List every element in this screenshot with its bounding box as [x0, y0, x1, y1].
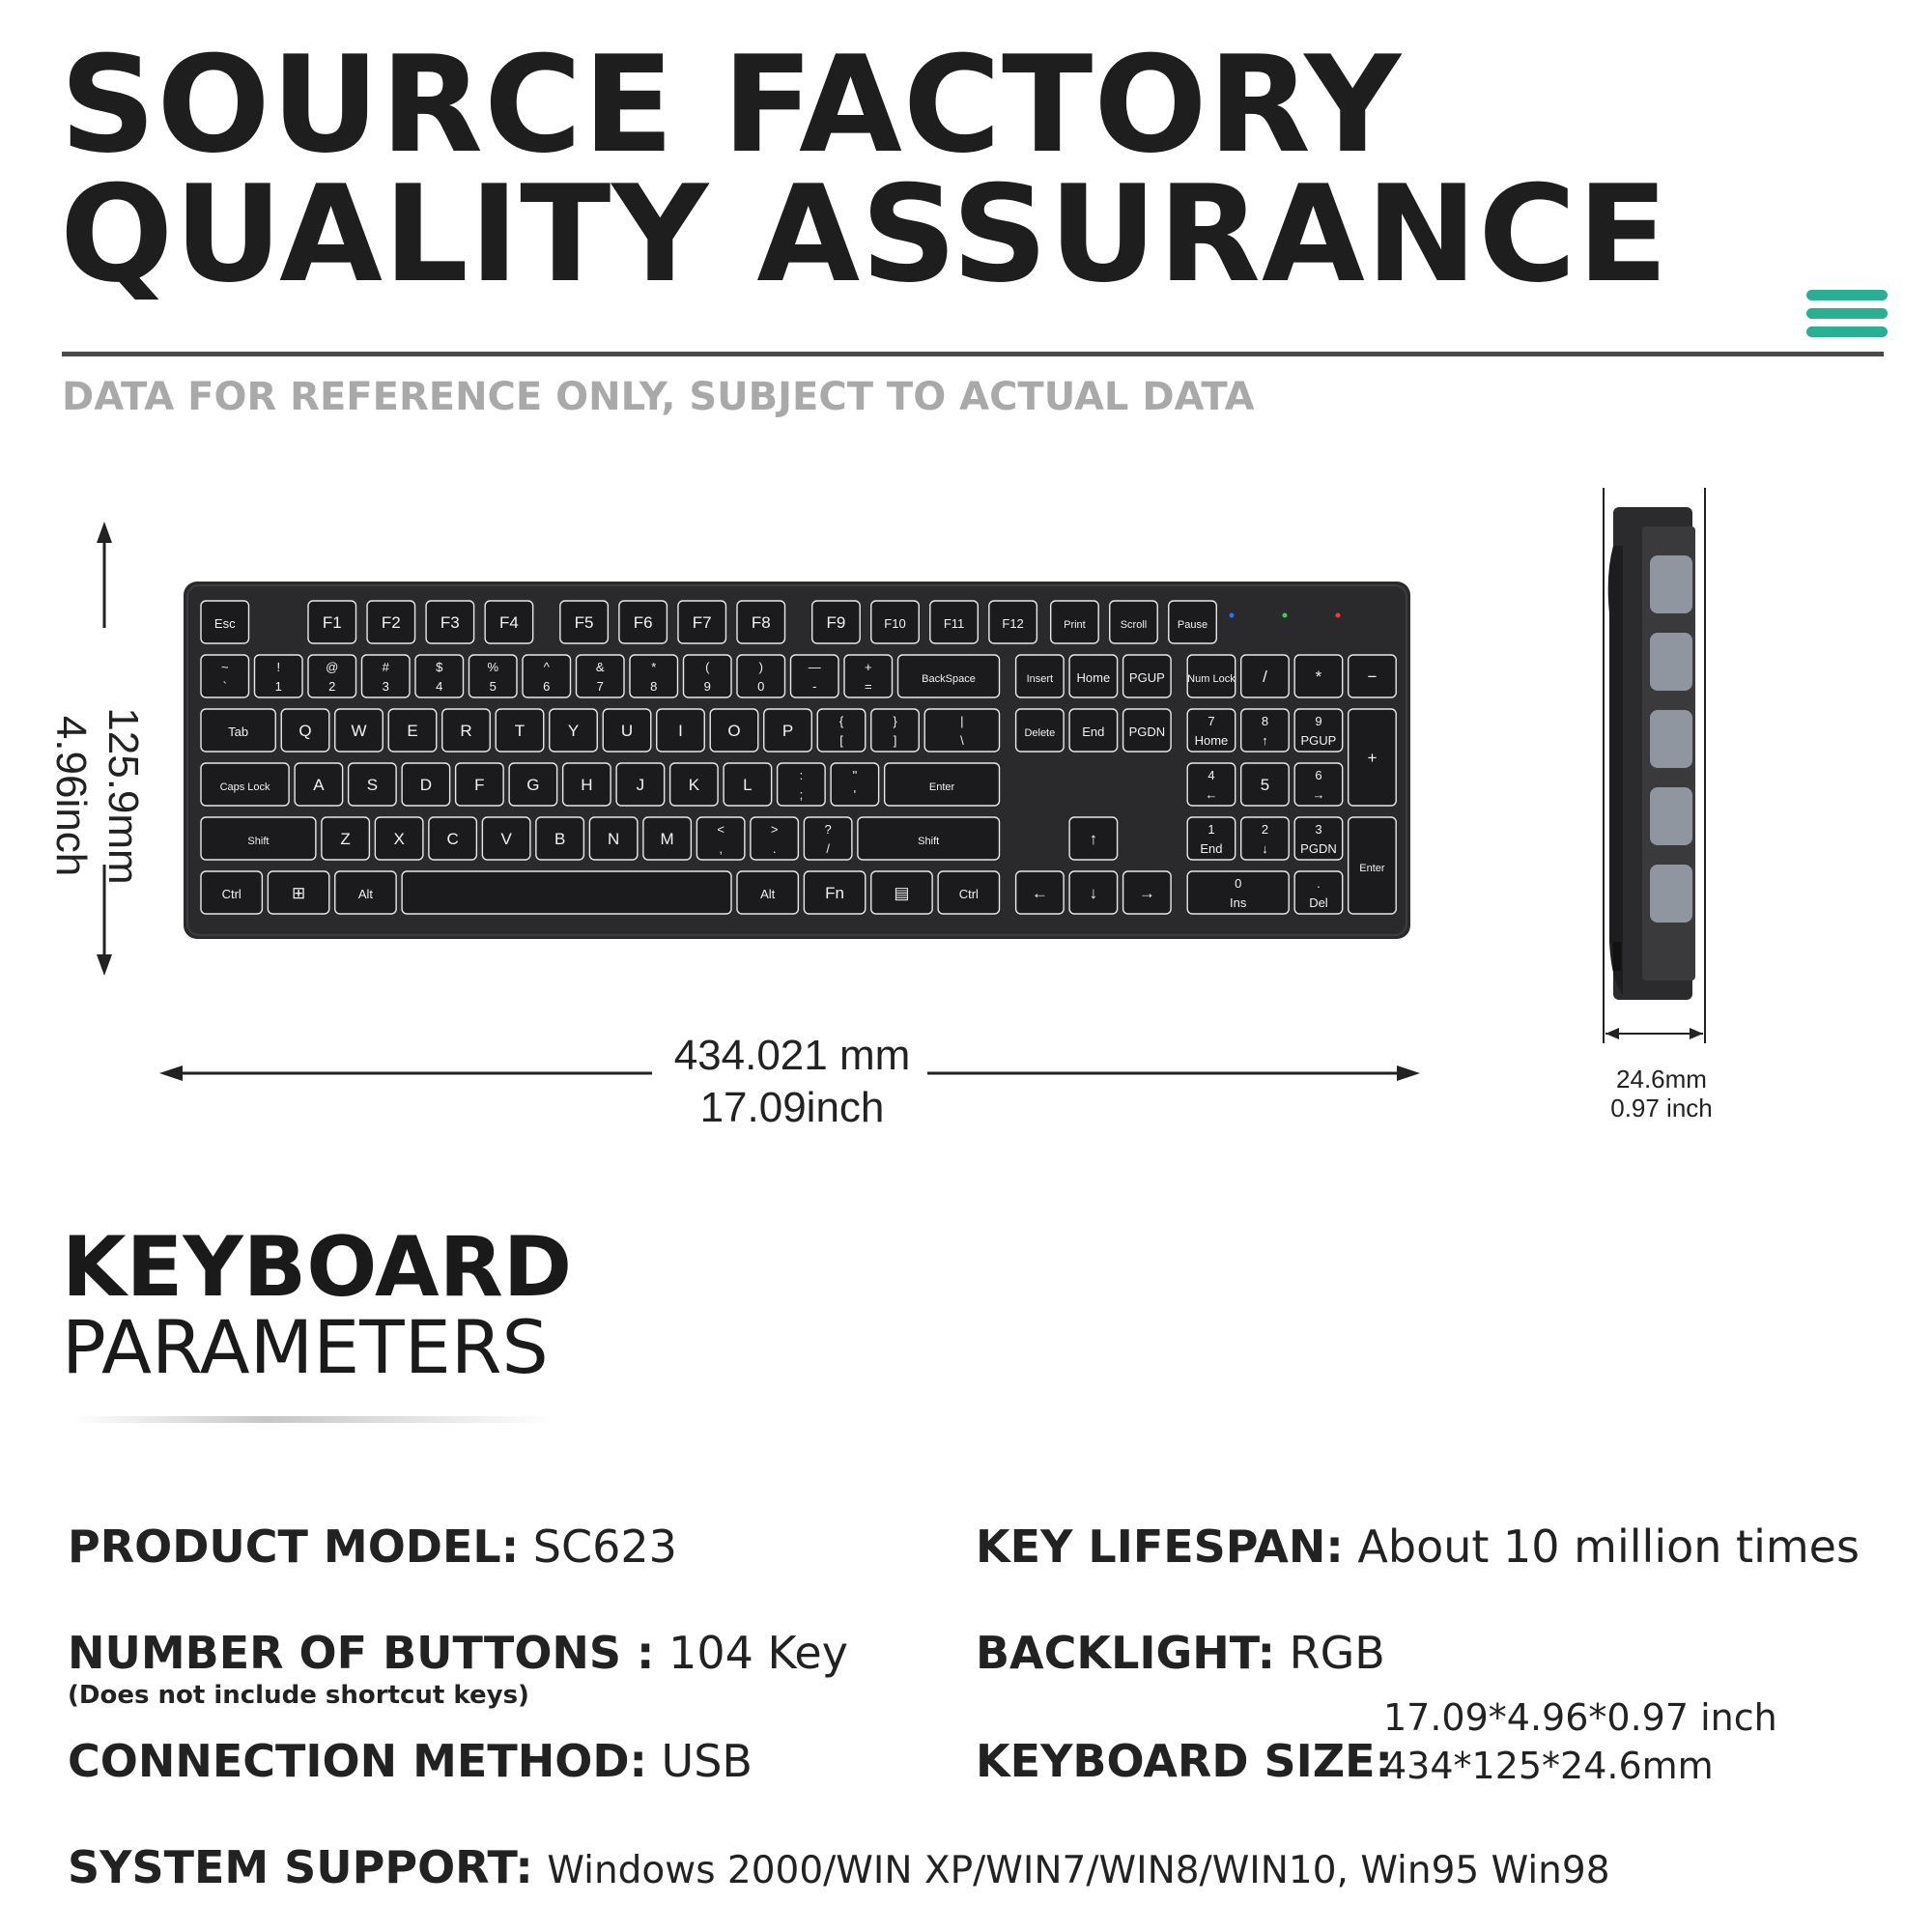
keyboard-key: [1294, 655, 1343, 697]
keyboard-key: [367, 601, 415, 643]
param-value: About 10 million times: [1357, 1520, 1860, 1573]
keyboard-key: [201, 763, 289, 806]
key-label: Num Lock: [1187, 673, 1236, 685]
key-label: U: [620, 722, 634, 740]
key-label: ↑: [1262, 733, 1268, 748]
key-label: 5: [1260, 776, 1270, 794]
keyboard-key: [469, 655, 518, 697]
key-label: N: [607, 830, 620, 848]
keyboard-key: [509, 763, 557, 806]
keyboard-key: [496, 709, 544, 752]
keyboard-key: [724, 763, 772, 806]
keyboard-key: [362, 655, 411, 697]
key-label: 6: [1315, 768, 1322, 782]
key-label: -: [812, 679, 817, 694]
keyboard-key: [804, 817, 852, 860]
key-label: —: [808, 660, 821, 674]
keyboard-key: [938, 871, 999, 914]
keyboard-key: [696, 817, 745, 860]
param-key-lifespan: [976, 1520, 1860, 1573]
param-label: NUMBER OF BUTTONS :: [68, 1627, 655, 1679]
key-label: &: [595, 660, 605, 674]
keyboard-key: [1241, 655, 1290, 697]
param-buttons-note: (Does not include shortcut keys): [68, 1681, 529, 1710]
keyboard-key: [1241, 763, 1290, 806]
headline: [60, 27, 1669, 312]
keyboard-key: [657, 709, 705, 752]
key-label: Ctrl: [958, 887, 979, 901]
keyboard-key: [349, 763, 397, 806]
height-in: 4.96inch: [47, 715, 95, 877]
keyboard-key: [791, 655, 839, 697]
key-label: V: [500, 830, 512, 848]
key-label: 7: [1208, 714, 1215, 728]
key-label: P: [781, 722, 794, 740]
param-label: KEYBOARD SIZE:: [976, 1735, 1393, 1787]
keyboard-key: [1123, 655, 1172, 697]
key-label: W: [351, 722, 367, 740]
param-value: SC623: [532, 1520, 677, 1573]
keyboard-key: [201, 601, 249, 643]
key-label: %: [487, 660, 499, 674]
key-label: PGDN: [1128, 724, 1166, 739]
key-label: 3: [1315, 822, 1322, 837]
key-label: ]: [893, 733, 897, 748]
key-label: !: [276, 660, 281, 674]
key-label: .: [1317, 876, 1321, 891]
keyboard-key: [1294, 871, 1343, 914]
key-label: Shift: [247, 836, 270, 847]
key-label: ': [853, 787, 857, 802]
key-label: F11: [943, 616, 965, 631]
key-label: ?: [824, 822, 832, 837]
key-label: 8: [650, 679, 658, 694]
key-label: F8: [751, 613, 771, 632]
key-label: 6: [543, 679, 551, 694]
keyboard-key: [630, 655, 678, 697]
key-label: E: [407, 722, 418, 740]
key-label: 0: [757, 679, 765, 694]
key-label: F7: [692, 613, 712, 632]
key-label: ~: [220, 660, 229, 674]
key-label: B: [554, 830, 566, 848]
keyboard-key: [1110, 601, 1158, 643]
param-value: RGB: [1289, 1627, 1385, 1679]
param-label: SYSTEM SUPPORT:: [68, 1841, 533, 1893]
keyboard-key: [603, 709, 651, 752]
key-label: 1: [1208, 822, 1215, 837]
keyboard-key: [871, 709, 920, 752]
key-label: <: [717, 822, 724, 837]
keyboard-key: [885, 763, 1000, 806]
keyboard-key: [442, 709, 491, 752]
disclaimer-text: DATA FOR REFERENCE ONLY, SUBJECT TO ACTUAL DATA: [62, 375, 1255, 419]
key-label: X: [393, 830, 405, 848]
keyboard-key: [1349, 709, 1397, 806]
key-label: S: [366, 776, 379, 794]
key-label: Shift: [918, 836, 940, 847]
keyboard-key: [402, 871, 731, 914]
keyboard-key: [1294, 763, 1343, 806]
keyboard-key: [1016, 655, 1065, 697]
key-label: PGDN: [1300, 841, 1337, 856]
key-label: Insert: [1026, 673, 1054, 685]
key-label: ↓: [1262, 841, 1268, 856]
keyboard-key: [1241, 709, 1290, 752]
key-label: @: [326, 660, 339, 674]
key-label: #: [382, 660, 389, 674]
keyboard-key: [1123, 709, 1172, 752]
key-label: 4: [436, 679, 443, 694]
key-label: F2: [381, 613, 401, 632]
key-label: ▤: [894, 884, 910, 902]
keyboard-top-view: [184, 582, 1410, 939]
key-label: End: [1082, 724, 1105, 739]
key-label: Tab: [228, 724, 249, 739]
key-label: 7: [596, 679, 604, 694]
key-label: PGUP: [1300, 733, 1337, 748]
key-label: D: [419, 776, 433, 794]
key-label: {: [838, 714, 844, 728]
key-label: O: [727, 722, 741, 740]
key-label: |: [960, 714, 964, 728]
key-label: H: [581, 776, 593, 794]
key-label: R: [460, 722, 472, 740]
key-label: \: [960, 733, 964, 748]
width-in: 17.09inch: [699, 1084, 885, 1131]
key-label: +: [1367, 749, 1378, 767]
keyboard-key: [1241, 817, 1290, 860]
keyboard-key: [812, 601, 861, 643]
keyboard-key: [684, 655, 732, 697]
keyboard-key: [577, 655, 625, 697]
keyboard-key: [201, 655, 249, 697]
param-keyboard-size: [976, 1735, 1393, 1787]
key-label: Z: [340, 830, 351, 848]
keyboard-key: [619, 601, 668, 643]
param-value: Windows 2000/WIN XP/WIN7/WIN8/WIN10, Win95 Win98: [547, 1849, 1610, 1892]
keyboard-key: [482, 817, 530, 860]
key-label: →: [1138, 884, 1155, 902]
keyboard-key: [737, 871, 798, 914]
key-label: Fn: [825, 884, 844, 902]
key-label: PGUP: [1128, 670, 1165, 685]
keyboard-key: [295, 763, 343, 806]
key-label: F5: [574, 613, 594, 632]
keyboard-key: [1016, 871, 1065, 914]
param-value: 104 Key: [668, 1627, 848, 1679]
key-label: F: [474, 776, 485, 794]
key-label: }: [893, 714, 897, 728]
param-backlight: [976, 1627, 1385, 1679]
key-label: Scroll: [1120, 619, 1148, 631]
key-label: Home: [1076, 670, 1111, 685]
key-label: `: [222, 679, 227, 694]
keyboard-key: [1187, 763, 1236, 806]
keyboard-key: [616, 763, 665, 806]
key-label: 9: [1315, 714, 1322, 728]
keyboard-key: [844, 655, 893, 697]
key-label: Q: [298, 722, 312, 740]
keyboard-key: [1294, 817, 1343, 860]
key-label: ,: [719, 841, 723, 856]
keyboard-key: [429, 817, 477, 860]
key-label: F12: [1002, 616, 1024, 631]
key-label: BackSpace: [922, 673, 976, 685]
key-label: 1: [274, 679, 282, 694]
key-label: .: [772, 841, 777, 856]
key-label: ←: [1205, 787, 1218, 802]
key-label: 0: [1235, 876, 1242, 891]
key-label: C: [446, 830, 459, 848]
section-title: KEYBOARD: [62, 1219, 573, 1316]
keyboard-key: [924, 709, 999, 752]
param-connection-method: [68, 1735, 753, 1787]
keyboard-key: [804, 871, 865, 914]
key-label: /: [826, 841, 830, 856]
key-label: /: [1263, 668, 1267, 686]
keyboard-key: [1069, 871, 1118, 914]
key-label: ;: [799, 787, 804, 802]
keyboard-key: [737, 601, 785, 643]
keyboard-key: [201, 817, 316, 860]
keyboard-key: [1187, 655, 1236, 697]
param-size-mm: 434*125*24.6mm: [1383, 1745, 1714, 1787]
key-label: F4: [498, 613, 519, 632]
param-label: KEY LIFESPAN:: [976, 1520, 1344, 1573]
key-label: 4: [1208, 768, 1215, 782]
param-system-support: [68, 1841, 1610, 1893]
key-label: I: [678, 722, 683, 740]
keyboard-key: [1016, 709, 1065, 752]
key-label: 9: [703, 679, 711, 694]
key-label: ←: [1031, 884, 1048, 902]
keyboard-key: [710, 709, 758, 752]
keyboard-key: [871, 601, 920, 643]
key-label: =: [864, 679, 872, 694]
key-label: ↓: [1089, 884, 1098, 902]
keyboard-key: [1187, 871, 1289, 914]
param-number-of-buttons: [68, 1627, 848, 1679]
keyboard-key: [201, 709, 275, 752]
keyboard-key: [751, 817, 799, 860]
section-underline: [73, 1416, 556, 1423]
param-label: CONNECTION METHOD:: [68, 1735, 647, 1787]
keyboard-key: [550, 709, 598, 752]
keyboard-key: [335, 871, 396, 914]
key-label: $: [436, 660, 443, 674]
keyboard-key: [375, 817, 423, 860]
keyboard-key: [536, 817, 584, 860]
key-label: ↑: [1089, 830, 1098, 848]
key-label: Enter: [928, 781, 955, 793]
key-label: ⊞: [291, 884, 306, 902]
section-subtitle: PARAMETERS: [62, 1304, 549, 1390]
depth-mm: 24.6mm: [1616, 1065, 1707, 1094]
width-mm: 434.021 mm: [673, 1032, 911, 1079]
key-label: M: [660, 830, 674, 848]
key-label: ^: [543, 660, 550, 674]
key-label: A: [313, 776, 325, 794]
param-product-model: [68, 1520, 677, 1573]
height-dimension-label: [44, 670, 149, 922]
key-label: L: [743, 776, 753, 794]
depth-dimension-label: [1565, 1065, 1758, 1122]
key-label: G: [526, 776, 540, 794]
keyboard-key: [778, 763, 826, 806]
keyboard-key: [415, 655, 464, 697]
key-label: Esc: [213, 616, 236, 631]
key-label: (: [705, 660, 710, 674]
keyboard-key: [456, 763, 504, 806]
keyboard-key: [281, 709, 329, 752]
keyboard-key: [1051, 601, 1099, 643]
keyboard-key: [1349, 817, 1397, 914]
key-label: T: [514, 722, 526, 740]
param-label: BACKLIGHT:: [976, 1627, 1276, 1679]
key-label: →: [1312, 787, 1325, 802]
key-label: F10: [884, 616, 906, 631]
key-label: Ctrl: [221, 887, 242, 901]
keyboard-key: [898, 655, 1000, 697]
keyboard-key: [1069, 655, 1118, 697]
key-label: −: [1367, 668, 1378, 686]
keyboard-key: [308, 601, 356, 643]
key-label: Enter: [1359, 863, 1385, 874]
keyboard-key: [764, 709, 812, 752]
depth-in: 0.97 inch: [1610, 1094, 1713, 1122]
key-label: 3: [382, 679, 389, 694]
key-label: Y: [567, 722, 580, 740]
keyboard-key: [485, 601, 533, 643]
keyboard-key: [1069, 817, 1118, 860]
key-label: 8: [1261, 714, 1269, 728]
keyboard-key: [1123, 871, 1172, 914]
keyboard-key: [817, 709, 866, 752]
header-divider: [62, 352, 1884, 356]
keyboard-key: [402, 763, 450, 806]
keyboard-key: [1187, 709, 1236, 752]
keyboard-key: [1169, 601, 1217, 643]
keyboard-key: [737, 655, 785, 697]
keyboard-key: [670, 763, 719, 806]
keyboard-side-view: [1584, 488, 1768, 1048]
keyboard-key: [322, 817, 370, 860]
keyboard-key: [388, 709, 437, 752]
key-label: [: [839, 733, 843, 748]
height-mm: 125.9mm: [99, 707, 147, 885]
keyboard-key: [308, 655, 356, 697]
keyboard-key: [255, 655, 303, 697]
param-label: PRODUCT MODEL:: [68, 1520, 520, 1573]
keyboard-key: [1069, 709, 1118, 752]
width-dimension-label: [618, 1030, 966, 1134]
key-label: Del: [1309, 895, 1328, 910]
keyboard-key: [871, 871, 932, 914]
key-label: Delete: [1024, 727, 1056, 739]
key-label: :: [799, 768, 804, 782]
key-label: K: [688, 776, 700, 794]
keyboard-key: [643, 817, 692, 860]
key-label: Alt: [760, 887, 776, 901]
param-size-inch: 17.09*4.96*0.97 inch: [1383, 1696, 1777, 1739]
key-label: +: [864, 660, 872, 674]
keyboard-key: [560, 601, 609, 643]
keyboard-key: [678, 601, 726, 643]
keyboard-illustration: [184, 582, 1410, 939]
key-label: Home: [1194, 733, 1229, 748]
keyboard-key: [335, 709, 384, 752]
key-label: 2: [328, 679, 336, 694]
key-label: 2: [1261, 822, 1269, 837]
keyboard-key: [426, 601, 474, 643]
key-label: Pause: [1177, 619, 1208, 631]
keyboard-key: [831, 763, 879, 806]
keyboard-key: [1187, 817, 1236, 860]
keyboard-key: [858, 817, 1000, 860]
key-label: 5: [489, 679, 497, 694]
keyboard-key: [1349, 655, 1397, 697]
keyboard-key: [563, 763, 611, 806]
key-label: ": [852, 768, 858, 782]
key-label: Alt: [357, 887, 374, 901]
key-label: F9: [826, 613, 846, 632]
key-label: F6: [633, 613, 653, 632]
keyboard-key: [989, 601, 1037, 643]
hamburger-menu-icon[interactable]: [1806, 290, 1888, 340]
key-label: ): [758, 660, 763, 674]
keyboard-key: [201, 871, 262, 914]
key-label: End: [1200, 841, 1223, 856]
param-value: USB: [661, 1735, 753, 1787]
key-label: Print: [1064, 619, 1086, 631]
headline-line-1: SOURCE FACTORY: [60, 27, 1403, 183]
keyboard-key: [930, 601, 979, 643]
key-label: F1: [322, 613, 342, 632]
key-label: Ins: [1230, 895, 1247, 910]
keyboard-key: [589, 817, 638, 860]
key-label: Caps Lock: [219, 781, 270, 793]
keyboard-key: [1294, 709, 1343, 752]
key-label: *: [1315, 668, 1322, 686]
key-label: *: [651, 660, 657, 674]
key-label: J: [636, 776, 645, 794]
keyboard-key: [268, 871, 328, 914]
key-label: >: [770, 822, 779, 837]
key-label: F3: [440, 613, 460, 632]
headline-line-2: QUALITY ASSURANCE: [60, 156, 1669, 312]
keyboard-key: [523, 655, 571, 697]
